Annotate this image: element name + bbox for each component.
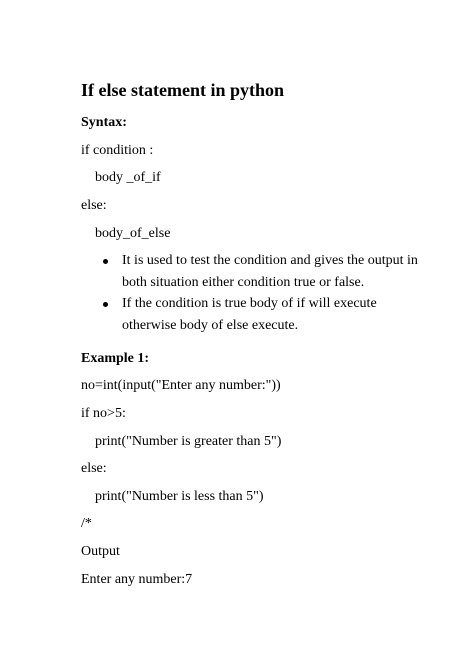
example-heading: Example 1:	[81, 351, 150, 366]
syntax-line: else:	[81, 198, 107, 213]
code-line: print("Number is less than 5")	[95, 489, 264, 504]
code-line: if no>5:	[81, 406, 126, 421]
syntax-line: if condition :	[81, 143, 154, 158]
code-line: /*	[81, 516, 92, 531]
bullet-icon	[103, 259, 108, 264]
bullet-text: It is used to test the condition and gives the output in	[122, 253, 418, 268]
bullet-icon	[103, 302, 108, 307]
code-line: print("Number is greater than 5")	[95, 434, 282, 449]
syntax-line: body _of_if	[95, 170, 161, 185]
code-line: no=int(input("Enter any number:"))	[81, 378, 281, 393]
bullet-text: If the condition is true body of if will execute	[122, 296, 377, 311]
code-line: Output	[81, 544, 120, 559]
code-line: Enter any number:7	[81, 572, 193, 587]
bullet-text: otherwise body of else execute.	[122, 318, 299, 333]
bullet-text: both situation either condition true or false.	[122, 275, 365, 290]
code-line: else:	[81, 461, 107, 476]
syntax-heading: Syntax:	[81, 115, 127, 130]
syntax-line: body_of_else	[95, 226, 171, 241]
page-title: If else statement in python	[81, 80, 284, 100]
